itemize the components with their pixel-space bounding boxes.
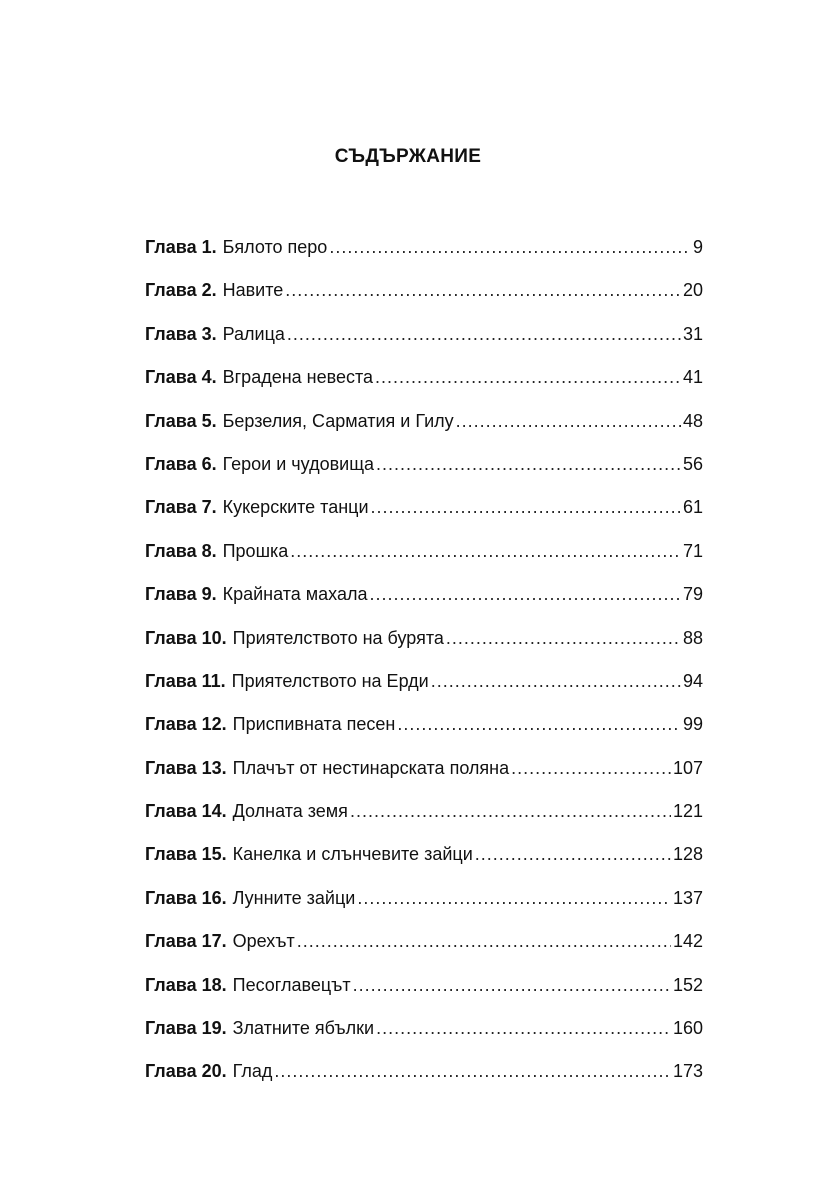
chapter-label: Глава 9. — [145, 584, 217, 605]
dot-leader — [511, 753, 671, 783]
dot-leader — [375, 362, 681, 392]
chapter-title: Ралица — [222, 323, 285, 344]
chapter-title: Прошка — [222, 540, 289, 561]
page-number: 48 — [682, 410, 703, 431]
dot-leader — [297, 926, 671, 956]
toc-entry — [145, 839, 703, 882]
chapter-label: Глава 1. — [145, 237, 217, 257]
chapter-title: Долната земя — [232, 801, 348, 822]
page-number: 173 — [672, 1061, 703, 1082]
dot-leader — [274, 1056, 671, 1086]
chapter-title: Плачът от нестинарската поляна — [232, 757, 510, 778]
dot-leader — [370, 579, 681, 609]
page-number: 9 — [692, 237, 703, 257]
chapter-label: Глава 17. — [145, 931, 227, 952]
chapter-title: Приспивната песен — [232, 714, 396, 735]
dot-leader — [287, 319, 681, 349]
toc-entry — [145, 1056, 703, 1099]
dot-leader — [397, 709, 681, 739]
page-number: 152 — [672, 974, 703, 995]
chapter-title: Лунните зайци — [232, 887, 356, 908]
chapter-title: Приятелството на Ерди — [231, 670, 429, 691]
toc-entry — [145, 492, 703, 535]
chapter-title: Орехът — [232, 931, 295, 952]
chapter-label: Глава 14. — [145, 801, 227, 822]
chapter-title: Герои и чудовища — [222, 453, 375, 474]
page-number: 56 — [682, 453, 703, 474]
dot-leader — [431, 666, 681, 696]
dot-leader — [376, 1013, 671, 1043]
chapter-label: Глава 13. — [145, 757, 227, 778]
chapter-label: Глава 10. — [145, 627, 227, 648]
chapter-label: Глава 20. — [145, 1061, 227, 1082]
page-title: СЪДЪРЖАНИЕ — [334, 146, 482, 167]
chapter-title: Навите — [222, 280, 284, 301]
chapter-label: Глава 15. — [145, 844, 227, 865]
dot-leader — [376, 449, 681, 479]
toc-entry — [145, 449, 703, 492]
dot-leader — [446, 623, 681, 653]
toc-entry — [145, 883, 703, 926]
toc-entry — [145, 623, 703, 666]
toc-entry — [145, 926, 703, 969]
chapter-label: Глава 11. — [145, 670, 226, 691]
page-number: 121 — [672, 801, 703, 822]
toc-entry — [145, 796, 703, 839]
chapter-label: Глава 6. — [145, 453, 217, 474]
page-number: 137 — [672, 887, 703, 908]
page-number: 31 — [682, 323, 703, 344]
chapter-label: Глава 16. — [145, 887, 227, 908]
chapter-label: Глава 3. — [145, 323, 217, 344]
chapter-label: Глава 18. — [145, 974, 227, 995]
page-number: 71 — [682, 540, 703, 561]
chapter-title: Приятелството на бурята — [232, 627, 444, 648]
dot-leader — [285, 275, 681, 305]
page-number: 107 — [672, 757, 703, 778]
page-number: 142 — [672, 931, 703, 952]
page-number: 99 — [682, 714, 703, 735]
chapter-title: Кукерските танци — [222, 497, 369, 518]
chapter-label: Глава 7. — [145, 497, 217, 518]
dot-leader — [353, 970, 671, 1000]
page-number: 20 — [682, 280, 703, 301]
chapter-title: Глад — [232, 1061, 273, 1082]
page-number: 61 — [682, 497, 703, 518]
toc-entry — [145, 275, 703, 318]
dot-leader — [329, 232, 691, 262]
dot-leader — [475, 839, 671, 869]
toc-entry — [145, 1013, 703, 1056]
toc-entry — [145, 362, 703, 405]
chapter-title: Берзелия, Сарматия и Гилу — [222, 410, 454, 431]
toc-entry — [145, 536, 703, 579]
chapter-label: Глава 8. — [145, 540, 217, 561]
chapter-title: Крайната махала — [222, 584, 368, 605]
chapter-title: Вградена невеста — [222, 367, 374, 388]
chapter-title: Песоглавецът — [232, 974, 351, 995]
page-number: 41 — [682, 367, 703, 388]
page-number: 128 — [672, 844, 703, 865]
toc-entry — [145, 970, 703, 1013]
chapter-label: Глава 5. — [145, 410, 217, 431]
page-number: 79 — [682, 584, 703, 605]
dot-leader — [350, 796, 671, 826]
dot-leader — [456, 406, 681, 436]
toc-entry — [145, 232, 703, 275]
toc-entry — [145, 579, 703, 622]
table-of-contents — [145, 232, 703, 1100]
chapter-label: Глава 4. — [145, 367, 217, 388]
page-number: 88 — [682, 627, 703, 648]
page-number: 94 — [682, 670, 703, 691]
page-number: 160 — [672, 1018, 703, 1039]
toc-entry — [145, 753, 703, 796]
dot-leader — [357, 883, 671, 913]
chapter-title: Златните ябълки — [232, 1018, 375, 1039]
chapter-label: Глава 2. — [145, 280, 217, 301]
chapter-label: Глава 12. — [145, 714, 227, 735]
toc-entry — [145, 406, 703, 449]
dot-leader — [290, 536, 681, 566]
dot-leader — [371, 492, 681, 522]
chapter-title: Канелка и слънчевите зайци — [232, 844, 473, 865]
chapter-title: Бялото перо — [222, 237, 328, 257]
chapter-label: Глава 19. — [145, 1018, 227, 1039]
toc-entry — [145, 666, 703, 709]
toc-entry — [145, 319, 703, 362]
toc-entry — [145, 709, 703, 752]
